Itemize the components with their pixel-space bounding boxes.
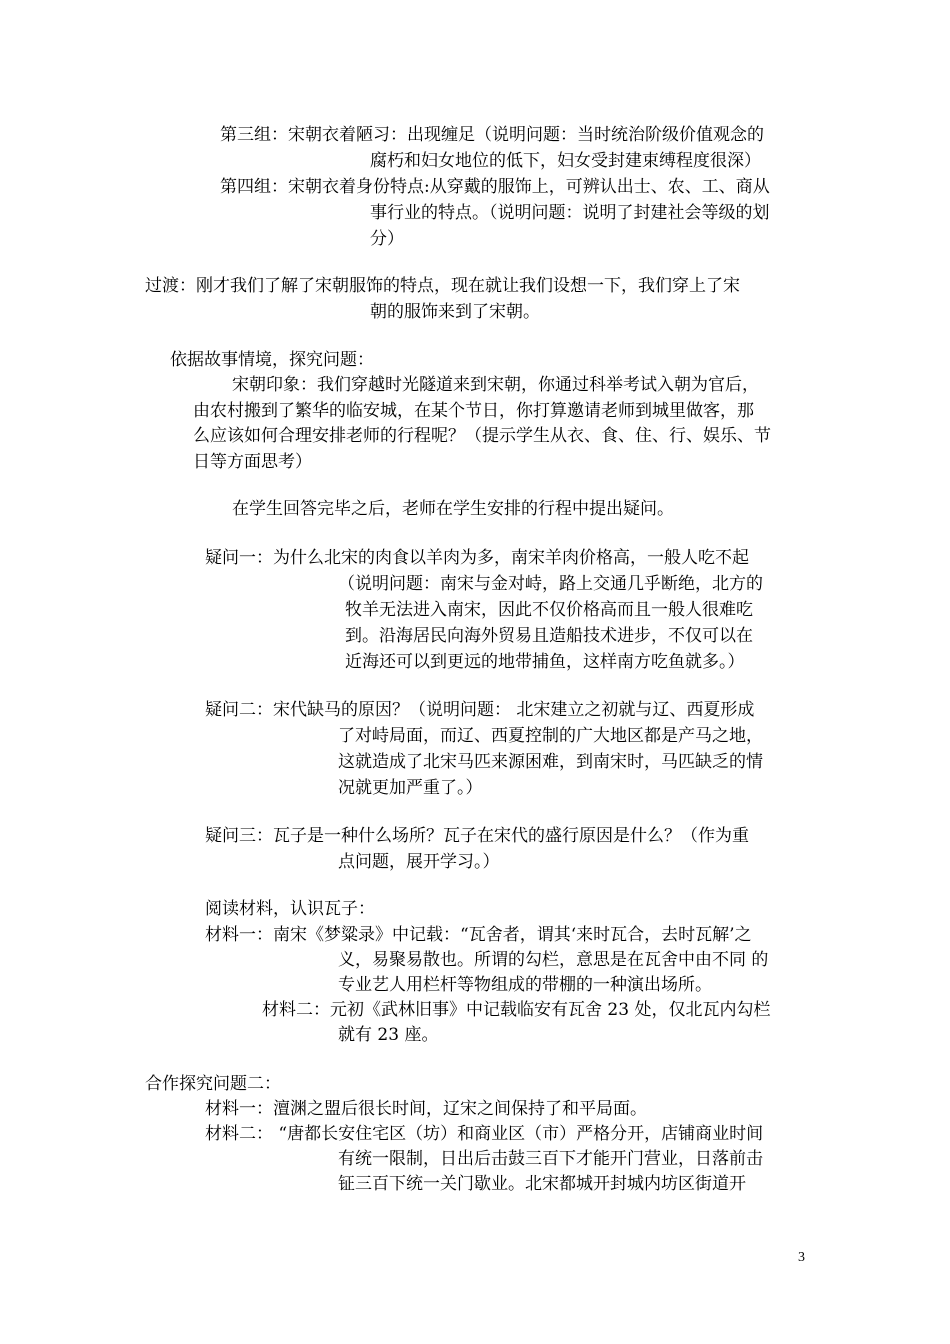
- story-line3: 么应该如何合理安排老师的行程呢？（提示学生从衣、食、住、行、娱乐、节: [193, 426, 771, 446]
- story-line2: 由农村搬到了繁华的临安城，在某个节日，你打算邀请老师到城里做客，那: [193, 401, 754, 421]
- transition-line1: 过渡：刚才我们了解了宋朝服饰的特点，现在就让我们设想一下，我们穿上了宋: [145, 276, 740, 296]
- question1-line1: 疑问一：为什么北宋的肉食以羊肉为多，南宋羊肉价格高，一般人吃不起: [205, 548, 749, 568]
- question3-line1: 疑问三：瓦子是一种什么场所？瓦子在宋代的盛行原因是什么？（作为重: [205, 826, 749, 846]
- coop-heading: 合作探究问题二：: [145, 1074, 281, 1094]
- reading-material1-line3: 专业艺人用栏杆等物组成的带棚的一种演出场所。: [338, 975, 712, 995]
- group4-line3: 分）: [370, 229, 404, 249]
- coop-material2-line1: 材料二： “唐都长安住宅区（坊）和商业区（市）严格分开，店铺商业时间: [205, 1124, 764, 1144]
- reading-heading: 阅读材料，认识瓦子：: [205, 899, 375, 919]
- group3-line2: 腐朽和妇女地位的低下，妇女受封建束缚程度很深）: [370, 151, 761, 171]
- coop-material1: 材料一：澶渊之盟后很长时间，辽宋之间保持了和平局面。: [205, 1099, 647, 1119]
- reading-material1-line1: 材料一：南宋《梦粱录》中记载：“瓦舍者，谓其‘来时瓦合，去时瓦解’之: [205, 925, 752, 945]
- coop-material2-line2: 有统一限制，日出后击鼓三百下才能开门营业，日落前击: [338, 1149, 763, 1169]
- group3-line1: 第三组：宋朝衣着陋习：出现缠足（说明问题：当时统治阶级价值观念的: [220, 125, 764, 145]
- story-line4: 日等方面思考）: [193, 452, 312, 472]
- reading-material2-line1: 材料二：元初《武林旧事》中记载临安有瓦舍 23 处，仅北瓦内勾栏: [262, 1000, 771, 1020]
- question1-line4: 到。沿海居民向海外贸易且造船技术进步，不仅可以在: [345, 626, 753, 646]
- story-line1: 宋朝印象：我们穿越时光隧道来到宋朝，你通过科举考试入朝为官后，: [232, 375, 759, 395]
- group4-line1: 第四组：宋朝衣着身份特点:从穿戴的服饰上，可辨认出士、农、工、商从: [220, 177, 770, 197]
- question1-line2: （说明问题：南宋与金对峙，路上交通几乎断绝，北方的: [338, 574, 763, 594]
- coop-material2-line3: 钲三百下统一关门歇业。北宋都城开封城内坊区街道开: [338, 1174, 746, 1194]
- question2-line4: 况就更加严重了。）: [338, 778, 483, 798]
- page-number: 3: [798, 1250, 805, 1265]
- story-heading: 依据故事情境，探究问题：: [170, 350, 374, 370]
- transition-line2: 朝的服饰来到了宋朝。: [370, 302, 540, 322]
- reading-material2-line2: 就有 23 座。: [338, 1025, 439, 1045]
- question1-line3: 牧羊无法进入南宋，因此不仅价格高而且一般人很难吃: [345, 600, 753, 620]
- question2-line2: 了对峙局面，而辽、西夏控制的广大地区都是产马之地，: [338, 726, 763, 746]
- question3-line2: 点问题，展开学习。）: [338, 852, 500, 872]
- question2-line3: 这就造成了北宋马匹来源困难，到南宋时，马匹缺乏的情: [338, 752, 763, 772]
- question2-line1: 疑问二：宋代缺马的原因？（说明问题： 北宋建立之初就与辽、西夏形成: [205, 700, 755, 720]
- after-answer-line: 在学生回答完毕之后，老师在学生安排的行程中提出疑问。: [232, 499, 674, 519]
- group4-line2: 事行业的特点。（说明问题：说明了封建社会等级的划: [370, 203, 770, 223]
- reading-material1-line2: 义，易聚易散也。所谓的勾栏，意思是在瓦舍中由不同 的: [338, 950, 769, 970]
- question1-line5: 近海还可以到更远的地带捕鱼，这样南方吃鱼就多。）: [345, 652, 745, 672]
